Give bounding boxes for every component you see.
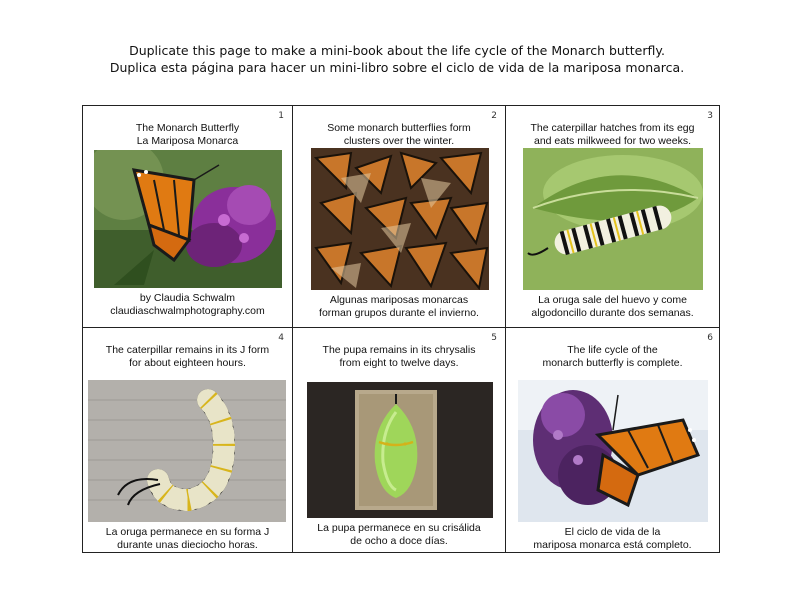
title-spanish: La Mariposa Monarca: [136, 135, 239, 147]
bottom-text-line-2: mariposa monarca está completo.: [533, 539, 692, 551]
top-text-line-1: The caterpillar remains in its J form: [105, 344, 270, 356]
top-text-line-1: The pupa remains in its chrysalis: [322, 344, 476, 356]
adult-monarch-photo: [518, 380, 708, 522]
panel-bottom-text: [506, 526, 719, 552]
top-text-line-2: monarch butterfly is complete.: [542, 357, 683, 369]
instructions-english: Duplicate this page to make a mini-book about the life cycle of the Monarch butterfly.: [129, 43, 665, 58]
panel-bottom-text: [293, 522, 505, 548]
monarch-flower-photo: [94, 150, 282, 288]
panel-top-text: [293, 344, 505, 370]
page-number: 3: [707, 111, 713, 121]
top-text-line-2: and eats milkweed for two weeks.: [534, 135, 691, 147]
panel-title: [83, 122, 292, 148]
panel-1: [83, 106, 293, 328]
panel-2: [293, 106, 506, 328]
panel-top-text: [506, 122, 719, 148]
panel-top-text: [293, 122, 505, 148]
top-text-line-2: clusters over the winter.: [343, 135, 455, 147]
chrysalis-photo: [307, 382, 493, 518]
panel-6: [506, 328, 719, 552]
bottom-text-line-1: La oruga permanece en su forma J: [105, 526, 270, 538]
caterpillar-milkweed-photo: [523, 148, 703, 290]
top-text-line-2: from eight to twelve days.: [339, 357, 459, 369]
panel-bottom-text: [293, 294, 505, 320]
panel-4: [83, 328, 293, 552]
instructions-spanish: Duplica esta página para hacer un mini-libro sobre el ciclo de vida de la mariposa monarca.: [109, 60, 685, 75]
bottom-text-line-2: algodoncillo durante dos semanas.: [531, 307, 694, 319]
panel-top-text: [83, 344, 292, 370]
credit-website: claudiaschwalmphotography.com: [110, 305, 265, 317]
top-text-line-2: for about eighteen hours.: [129, 357, 246, 369]
panel-5: [293, 328, 506, 552]
page-number: 1: [278, 111, 284, 121]
panel-bottom-text: [83, 526, 292, 552]
page-number: 4: [278, 333, 284, 343]
panel-credit: [83, 292, 292, 318]
page-instructions: [0, 42, 794, 76]
bottom-text-line-2: forman grupos durante el invierno.: [319, 307, 479, 319]
credit-author: by Claudia Schwalm: [139, 292, 236, 304]
panel-3: [506, 106, 719, 328]
top-text-line-1: The life cycle of the: [567, 344, 658, 356]
caterpillar-j-photo: [88, 380, 286, 522]
bottom-text-line-1: La oruga sale del huevo y come: [538, 294, 687, 306]
monarch-cluster-photo: [311, 148, 489, 290]
bottom-text-line-1: Algunas mariposas monarcas: [329, 294, 469, 306]
mini-book-grid: [82, 105, 720, 553]
top-text-line-1: Some monarch butterflies form: [327, 122, 471, 134]
title-english: The Monarch Butterfly: [135, 122, 240, 134]
top-text-line-1: The caterpillar hatches from its egg: [530, 122, 695, 134]
bottom-text-line-2: durante unas dieciocho horas.: [117, 539, 258, 551]
panel-bottom-text: [506, 294, 719, 320]
page-number: 2: [491, 111, 497, 121]
bottom-text-line-2: de ocho a doce días.: [350, 535, 448, 547]
page-number: 6: [707, 333, 713, 343]
bottom-text-line-1: El ciclo de vida de la: [564, 526, 661, 538]
bottom-text-line-1: La pupa permanece en su crisálida: [317, 522, 481, 534]
panel-top-text: [506, 344, 719, 370]
page-number: 5: [491, 333, 497, 343]
